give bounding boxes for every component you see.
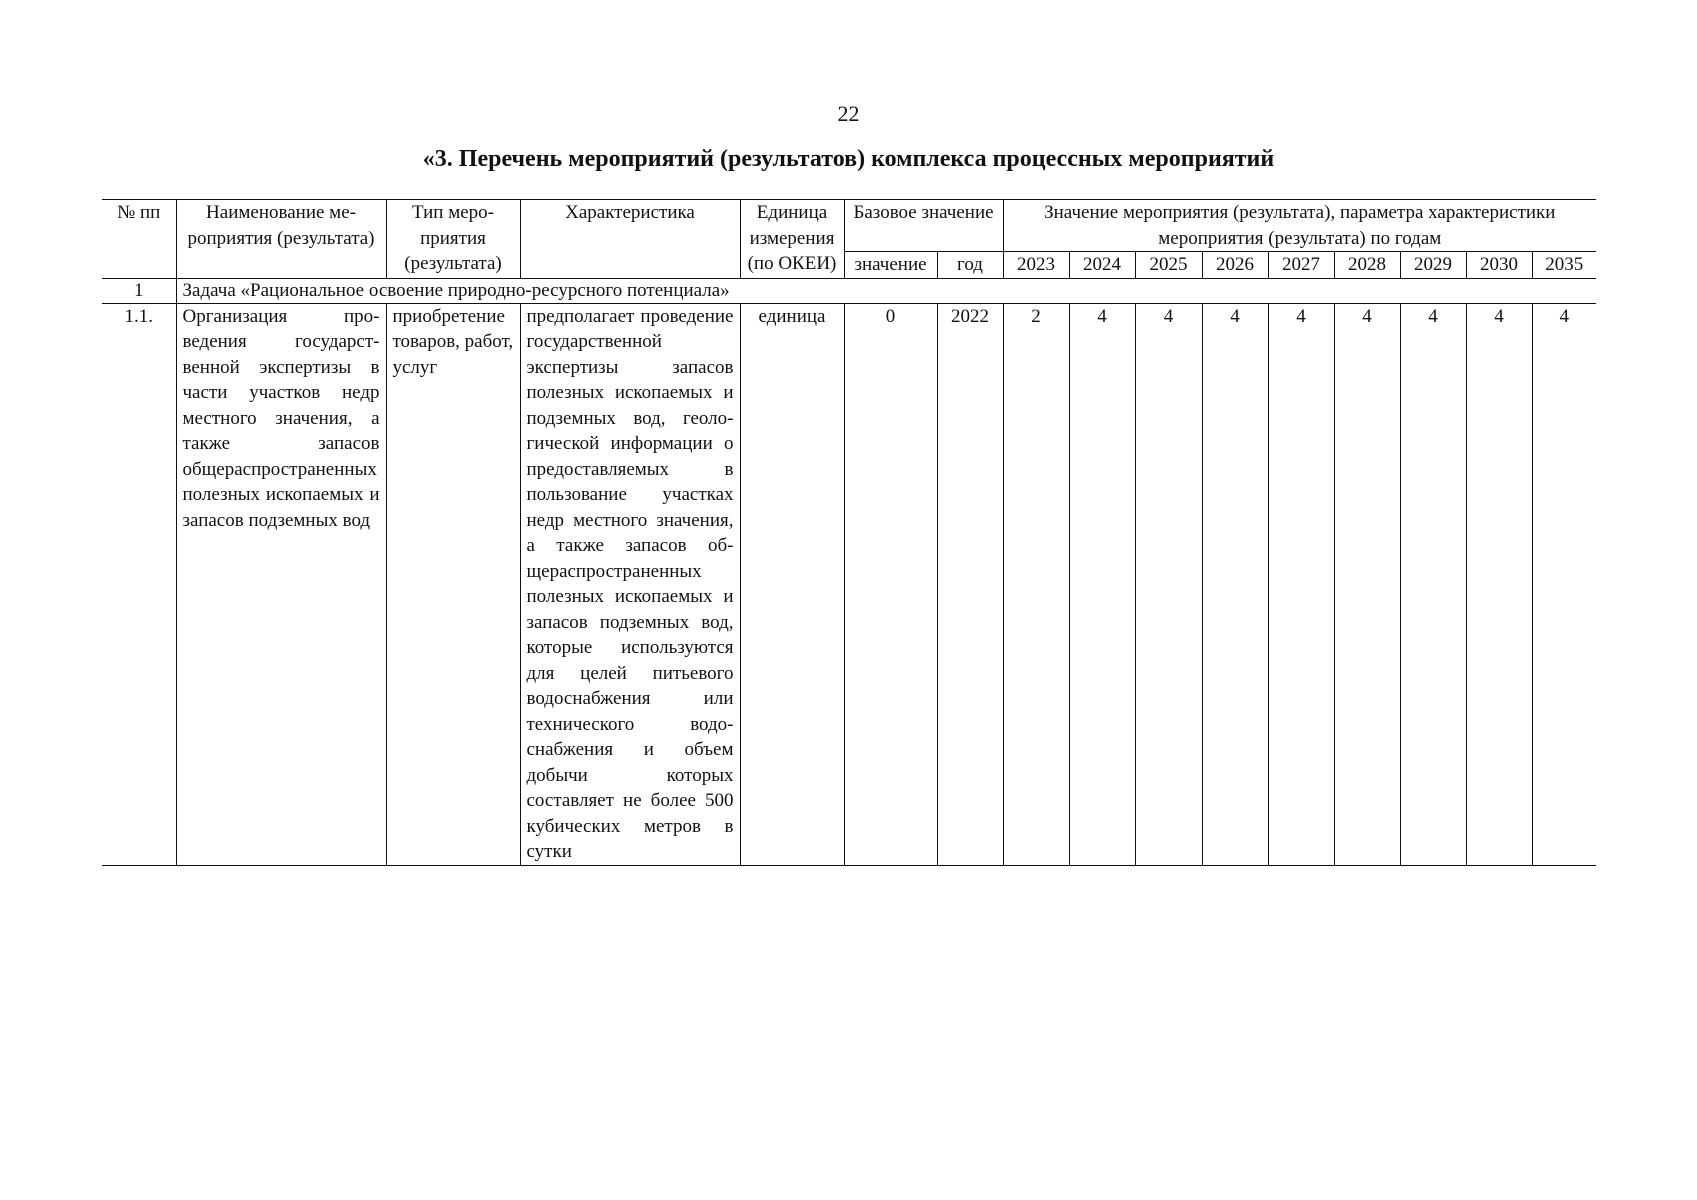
header-year: 2028 [1334, 252, 1400, 279]
header-year: 2023 [1003, 252, 1069, 279]
row-num: 1.1. [102, 303, 176, 865]
row-name: Организация проведения государственной экспертизы в части участков недр местного значения, а также запасов общераспространенных полезных ископаемых и запасов подземных вод [176, 303, 386, 865]
header-base: Базовое значение [844, 200, 1003, 252]
header-name: Наименование мероприятия (результата) [176, 200, 386, 279]
row-year-value: 4 [1400, 303, 1466, 865]
header-base-year: год [937, 252, 1003, 279]
header-type: Тип мероприятия (результата) [386, 200, 520, 279]
header-year: 2035 [1532, 252, 1596, 279]
row-year-value: 4 [1334, 303, 1400, 865]
header-year: 2029 [1400, 252, 1466, 279]
header-unit: Единица измерения (по ОКЕИ) [740, 200, 844, 279]
row-year-value: 4 [1532, 303, 1596, 865]
task-num: 1 [102, 278, 176, 303]
header-year: 2026 [1202, 252, 1268, 279]
task-text: Задача «Рациональное освоение природно-ресурсного потенциала» [176, 278, 1596, 303]
task-row [102, 278, 1596, 303]
header-num: № пп [102, 200, 176, 279]
row-characteristic: предполагает проведение государственной экспертизы запасов полезных ископаемых и подземных вод, геологической информации о предоставляемых в пользование участках недр местного значения, а также запасов общераспространенных полезных ископаемых и запасов подземных вод, которые используются для целей питьевого водоснабжения или технического водоснабжения и объем добычи которых составляет не более 500 кубических метров в сутки [520, 303, 740, 865]
page-number: 22 [837, 101, 860, 126]
row-year-value: 4 [1135, 303, 1202, 865]
header-year: 2025 [1135, 252, 1202, 279]
row-base-value: 0 [844, 303, 937, 865]
header-year: 2027 [1268, 252, 1334, 279]
row-year-value: 4 [1202, 303, 1268, 865]
header-characteristic: Характеристика [520, 200, 740, 279]
header-values-by-year: Значение мероприятия (результата), параметра характеристики мероприятия (результата) по годам [1003, 200, 1596, 252]
row-year-value: 4 [1466, 303, 1532, 865]
row-base-year: 2022 [937, 303, 1003, 865]
row-year-value: 4 [1268, 303, 1334, 865]
row-type: приобретение товаров, работ, услуг [386, 303, 520, 865]
row-year-value: 2 [1003, 303, 1069, 865]
row-year-value: 4 [1069, 303, 1135, 865]
header-year: 2024 [1069, 252, 1135, 279]
page-title: «3. Перечень мероприятий (результатов) комплекса процессных мероприятий [422, 146, 1275, 172]
row-unit: единица [740, 303, 844, 865]
measures-table [102, 199, 1596, 866]
header-year: 2030 [1466, 252, 1532, 279]
table-row [102, 303, 1596, 865]
header-base-value: значение [844, 252, 937, 279]
